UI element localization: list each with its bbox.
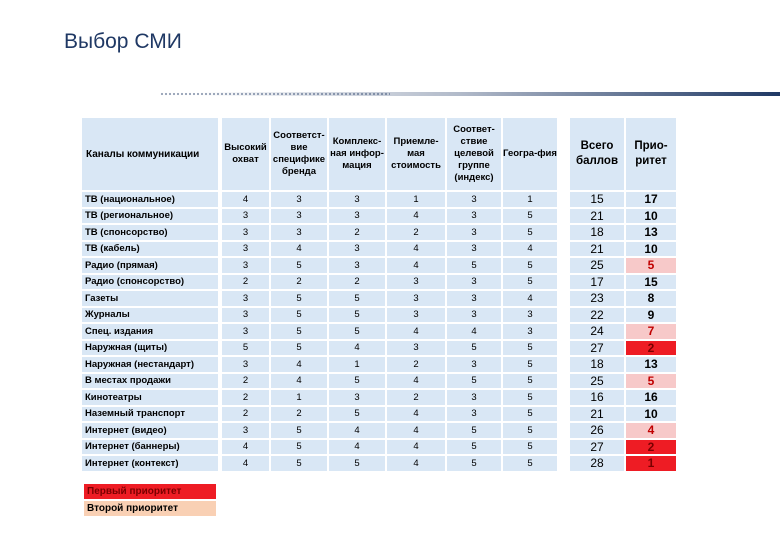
score-cell: 5 (329, 456, 385, 471)
total-row (570, 242, 676, 257)
score-cell: 3 (447, 225, 501, 240)
score-cell: 4 (503, 242, 557, 257)
score-cell: 3 (447, 242, 501, 257)
score-cell: 5 (329, 308, 385, 323)
priority-cell: 17 (626, 192, 676, 207)
channel-row (82, 440, 218, 455)
channel-row (82, 275, 218, 290)
total-row (570, 275, 676, 290)
score-cell: 3 (447, 357, 501, 372)
channels-header: Каналы коммуникации (82, 118, 218, 190)
score-cell: 3 (387, 308, 445, 323)
channel-row (82, 242, 218, 257)
criteria-body (222, 192, 557, 471)
score-cell: 4 (271, 242, 327, 257)
totals-body (570, 192, 676, 471)
score-row (222, 242, 557, 257)
score-cell: 5 (503, 440, 557, 455)
score-row (222, 341, 557, 356)
score-cell: 5 (503, 275, 557, 290)
priority-cell: 10 (626, 209, 676, 224)
priority-cell: 5 (626, 374, 676, 389)
score-row (222, 324, 557, 339)
score-cell: 3 (329, 258, 385, 273)
score-cell: 5 (271, 308, 327, 323)
total-row (570, 209, 676, 224)
score-cell: 5 (503, 258, 557, 273)
total-row (570, 456, 676, 471)
priority-cell: 16 (626, 390, 676, 405)
total-score: 21 (570, 407, 624, 422)
score-row (222, 456, 557, 471)
total-row (570, 357, 676, 372)
score-cell: 2 (222, 407, 269, 422)
criteria-header-row (222, 118, 557, 190)
score-cell: 5 (271, 456, 327, 471)
criteria-header-5: Геогра-фия (503, 118, 557, 190)
channel-name: Журналы (82, 308, 218, 323)
total-score: 21 (570, 209, 624, 224)
score-row (222, 258, 557, 273)
score-cell: 3 (329, 192, 385, 207)
total-row (570, 291, 676, 306)
score-cell: 5 (271, 324, 327, 339)
score-cell: 5 (447, 341, 501, 356)
channel-name: Спец. издания (82, 324, 218, 339)
priority-cell: 13 (626, 225, 676, 240)
score-cell: 1 (329, 357, 385, 372)
total-row (570, 407, 676, 422)
score-cell: 4 (329, 440, 385, 455)
total-row (570, 374, 676, 389)
total-score: 22 (570, 308, 624, 323)
score-cell: 2 (271, 275, 327, 290)
score-cell: 3 (447, 291, 501, 306)
score-cell: 5 (271, 341, 327, 356)
score-cell: 3 (222, 357, 269, 372)
channel-row (82, 456, 218, 471)
total-score: 25 (570, 374, 624, 389)
score-cell: 5 (271, 258, 327, 273)
score-cell: 5 (329, 324, 385, 339)
priority-cell: 9 (626, 308, 676, 323)
priority-cell: 8 (626, 291, 676, 306)
score-cell: 5 (329, 291, 385, 306)
priority-cell: 5 (626, 258, 676, 273)
score-cell: 5 (503, 225, 557, 240)
score-cell: 4 (222, 192, 269, 207)
score-row (222, 440, 557, 455)
score-cell: 3 (222, 423, 269, 438)
total-score: 28 (570, 456, 624, 471)
channel-row (82, 225, 218, 240)
score-cell: 2 (387, 390, 445, 405)
total-score: 15 (570, 192, 624, 207)
score-cell: 2 (387, 225, 445, 240)
score-cell: 3 (271, 209, 327, 224)
priority-cell: 10 (626, 242, 676, 257)
score-cell: 5 (503, 407, 557, 422)
channel-row (82, 390, 218, 405)
score-cell: 5 (503, 357, 557, 372)
criteria-header-1: Соответст-вие специфике бренда (271, 118, 327, 190)
score-cell: 3 (447, 390, 501, 405)
score-cell: 4 (387, 456, 445, 471)
score-cell: 4 (387, 423, 445, 438)
score-cell: 1 (271, 390, 327, 405)
channels-column (82, 116, 218, 473)
score-cell: 2 (329, 225, 385, 240)
total-score: 27 (570, 440, 624, 455)
channel-name: ТВ (кабель) (82, 242, 218, 257)
criteria-header-3: Приемле-мая стоимость (387, 118, 445, 190)
score-cell: 4 (387, 209, 445, 224)
priority-cell: 1 (626, 456, 676, 471)
score-cell: 4 (387, 374, 445, 389)
priority-cell: 10 (626, 407, 676, 422)
score-cell: 5 (503, 390, 557, 405)
total-row (570, 308, 676, 323)
score-cell: 1 (387, 192, 445, 207)
legend-second-priority: Второй приоритет (84, 501, 216, 516)
score-row (222, 291, 557, 306)
total-score: 26 (570, 423, 624, 438)
total-score: 16 (570, 390, 624, 405)
score-cell: 2 (329, 275, 385, 290)
score-cell: 4 (387, 242, 445, 257)
score-cell: 3 (387, 341, 445, 356)
score-cell: 4 (271, 357, 327, 372)
total-row (570, 341, 676, 356)
total-score: 18 (570, 225, 624, 240)
slide-title: Выбор СМИ (64, 30, 182, 53)
score-cell: 5 (503, 456, 557, 471)
score-cell: 3 (503, 308, 557, 323)
priority-cell: 2 (626, 341, 676, 356)
score-cell: 5 (447, 374, 501, 389)
score-cell: 3 (222, 242, 269, 257)
score-cell: 3 (447, 407, 501, 422)
total-row (570, 225, 676, 240)
score-cell: 5 (503, 341, 557, 356)
score-cell: 4 (387, 324, 445, 339)
score-cell: 3 (222, 291, 269, 306)
score-cell: 5 (222, 341, 269, 356)
priority-header: Прио-ритет (626, 118, 676, 190)
score-row (222, 374, 557, 389)
header-gradient-rule (200, 92, 780, 96)
score-cell: 3 (222, 324, 269, 339)
priority-cell: 13 (626, 357, 676, 372)
score-cell: 5 (447, 440, 501, 455)
channel-name: ТВ (национальное) (82, 192, 218, 207)
channel-row (82, 258, 218, 273)
score-row (222, 225, 557, 240)
score-cell: 2 (387, 357, 445, 372)
channel-name: ТВ (региональное) (82, 209, 218, 224)
score-row (222, 357, 557, 372)
total-row (570, 324, 676, 339)
score-row (222, 423, 557, 438)
score-cell: 3 (329, 209, 385, 224)
score-cell: 5 (271, 440, 327, 455)
total-row (570, 390, 676, 405)
total-score: 17 (570, 275, 624, 290)
channel-row (82, 209, 218, 224)
score-cell: 4 (387, 407, 445, 422)
channel-name: Наземный транспорт (82, 407, 218, 422)
channel-name: Радио (спонсорство) (82, 275, 218, 290)
channel-row (82, 423, 218, 438)
score-cell: 2 (222, 374, 269, 389)
channel-row (82, 374, 218, 389)
total-row (570, 440, 676, 455)
score-cell: 2 (271, 407, 327, 422)
score-cell: 3 (329, 242, 385, 257)
priority-cell: 4 (626, 423, 676, 438)
channel-name: Кинотеатры (82, 390, 218, 405)
score-row (222, 209, 557, 224)
score-row (222, 275, 557, 290)
score-cell: 3 (447, 192, 501, 207)
channels-body (82, 192, 218, 471)
total-score-header: Всего баллов (570, 118, 624, 190)
score-cell: 3 (387, 275, 445, 290)
channel-name: Наружная (нестандарт) (82, 357, 218, 372)
score-cell: 3 (447, 275, 501, 290)
score-cell: 4 (387, 258, 445, 273)
score-cell: 4 (329, 341, 385, 356)
criteria-header-0: Высокий охват (222, 118, 269, 190)
channel-name: Наружная (щиты) (82, 341, 218, 356)
channel-name: ТВ (спонсорство) (82, 225, 218, 240)
channel-name: В местах продажи (82, 374, 218, 389)
score-cell: 5 (447, 258, 501, 273)
total-row (570, 258, 676, 273)
score-cell: 5 (447, 423, 501, 438)
score-cell: 5 (329, 374, 385, 389)
total-score: 21 (570, 242, 624, 257)
score-cell: 1 (503, 192, 557, 207)
total-score: 23 (570, 291, 624, 306)
score-row (222, 308, 557, 323)
totals-table (568, 116, 678, 473)
criteria-table (220, 116, 559, 473)
score-cell: 3 (447, 308, 501, 323)
channel-name: Радио (прямая) (82, 258, 218, 273)
score-cell: 3 (329, 390, 385, 405)
total-score: 25 (570, 258, 624, 273)
score-cell: 2 (222, 390, 269, 405)
score-cell: 3 (271, 225, 327, 240)
score-row (222, 390, 557, 405)
channel-row (82, 291, 218, 306)
score-cell: 4 (329, 423, 385, 438)
channel-row (82, 324, 218, 339)
priority-cell: 15 (626, 275, 676, 290)
score-cell: 3 (503, 324, 557, 339)
priority-cell: 7 (626, 324, 676, 339)
channel-name: Интернет (видео) (82, 423, 218, 438)
score-cell: 5 (503, 209, 557, 224)
score-cell: 5 (271, 423, 327, 438)
score-cell: 4 (222, 456, 269, 471)
channel-row (82, 407, 218, 422)
criteria-header-2: Комплекс-ная инфор-мация (329, 118, 385, 190)
totals-header-row (570, 118, 676, 190)
channel-row (82, 308, 218, 323)
channel-row (82, 357, 218, 372)
score-cell: 5 (503, 423, 557, 438)
channel-name: Газеты (82, 291, 218, 306)
score-cell: 3 (222, 308, 269, 323)
channel-row (82, 341, 218, 356)
score-row (222, 192, 557, 207)
score-cell: 3 (271, 192, 327, 207)
score-cell: 3 (222, 225, 269, 240)
score-cell: 4 (447, 324, 501, 339)
score-cell: 4 (387, 440, 445, 455)
score-cell: 2 (222, 275, 269, 290)
legend-first-priority: Первый приоритет (84, 484, 216, 499)
score-cell: 3 (447, 209, 501, 224)
score-cell: 5 (329, 407, 385, 422)
total-score: 24 (570, 324, 624, 339)
criteria-header-4: Соответ-ствие целевой группе (индекс) (447, 118, 501, 190)
score-cell: 4 (503, 291, 557, 306)
score-cell: 3 (222, 209, 269, 224)
total-score: 27 (570, 341, 624, 356)
total-score: 18 (570, 357, 624, 372)
score-cell: 3 (222, 258, 269, 273)
channel-name: Интернет (баннеры) (82, 440, 218, 455)
score-cell: 4 (271, 374, 327, 389)
channel-name: Интернет (контекст) (82, 456, 218, 471)
score-cell: 5 (447, 456, 501, 471)
total-row (570, 423, 676, 438)
priority-cell: 2 (626, 440, 676, 455)
score-row (222, 407, 557, 422)
score-cell: 4 (222, 440, 269, 455)
score-cell: 5 (503, 374, 557, 389)
score-cell: 3 (387, 291, 445, 306)
channel-row (82, 192, 218, 207)
score-cell: 5 (271, 291, 327, 306)
total-row (570, 192, 676, 207)
